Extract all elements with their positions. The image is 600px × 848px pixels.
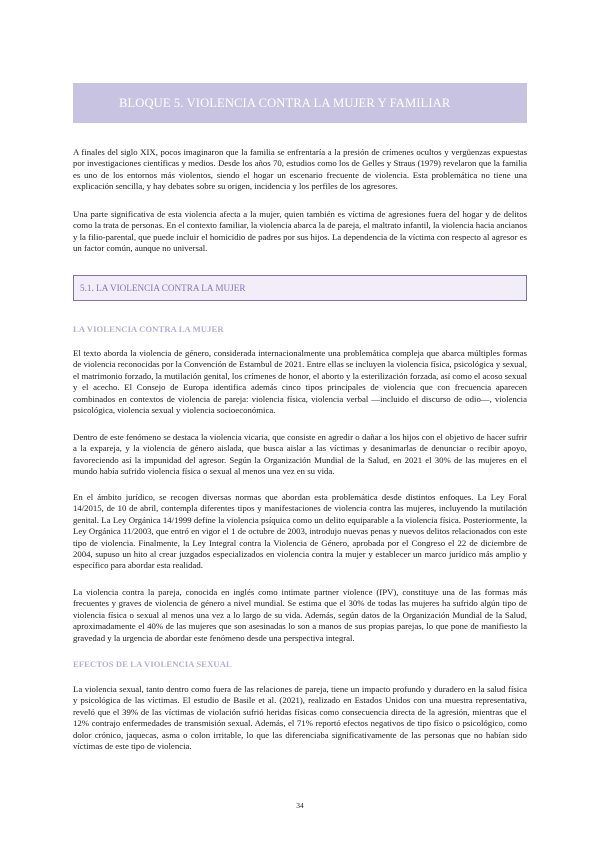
section-title-box	[73, 275, 527, 301]
subsection-heading: EFECTOS DE LA VIOLENCIA SEXUAL	[73, 659, 232, 669]
body-paragraph: La violencia sexual, tanto dentro como fuera de las relaciones de pareja, tiene un impacto profundo y duradero en la salud física y psicológica de las víctimas. El estudio de Basile et al. (2021), realizado en Estados Unidos con una muestra representativa, reveló que el 39% de las víctimas de violación sufrió heridas físicas como consecuencia directa de la agresión, mientras que el 12% contrajo enfermedades de transmisión sexual. Además, el 71% reportó efectos negativos de tipo físico o psicológico, como dolor crónico, jaquecas, asma o colon irritable, lo que las diferenciaba significativamente de las personas que no habían sido víctimas de este tipo de violencia.	[73, 684, 527, 752]
intro-paragraph: Una parte significativa de esta violencia afecta a la mujer, quien también es víctima de agresiones fuera del hogar y de delitos como la trata de personas. En el contexto familiar, la violencia abarca la de pareja, el maltrato infantil, la violencia hacia ancianos y la filio-parental, que puede incluir el homicidio de padres por sus hijos. La dependencia de la víctima con respecto al agresor es un factor común, aunque no universal.	[73, 209, 527, 254]
body-paragraph: La violencia contra la pareja, conocida en inglés como intimate partner violence (IPV), constituye una de las formas más frecuentes y graves de violencia de género a nivel mundial. Se estima que el 30% de todas las mujeres ha sufrido algún tipo de violencia física o sexual al menos una vez a lo largo de su vida. Además, según datos de la Organización Mundial de la Salud, aproximadamente el 40% de las mujeres que son asesinadas lo son a manos de sus propias parejas, lo que pone de manifiesto la gravedad y la urgencia de abordar este fenómeno desde una perspectiva integral.	[73, 587, 527, 643]
block-title-banner	[73, 83, 527, 123]
subsection-heading: LA VIOLENCIA CONTRA LA MUJER	[73, 324, 224, 334]
intro-paragraph: A finales del siglo XIX, pocos imaginaron que la familia se enfrentaría a la presión de crímenes ocultos y vergüenzas expuestas por investigaciones científicas y medios. Desde los años 70, estudios como los de Gelles y Straus (1979) revelaron que la familia es uno de los entornos más violentos, siendo el hogar un escenario frecuente de violencia. Esta problemática no tiene una explicación sencilla, y hay debates sobre su origen, incidencia y los perfiles de los agresores.	[73, 147, 527, 192]
section-title: 5.1. LA VIOLENCIA CONTRA LA MUJER	[80, 283, 246, 293]
body-paragraph: En el ámbito jurídico, se recogen diversas normas que abordan esta problemática desde distintos enfoques. La Ley Foral 14/2015, de 10 de abril, contempla diferentes tipos y manifestaciones de violencia contra las mujeres, incluyendo la mutilación genital. La Ley Orgánica 14/1999 define la violencia psíquica como un delito equiparable a la violencia física. Posteriormente, la Ley Orgánica 11/2003, que entró en vigor el 1 de octubre de 2003, introdujo nuevas penas y nuevos delitos relacionados con este tipo de violencia. Finalmente, la Ley Integral contra la Violencia de Género, aprobada por el Congreso el 22 de diciembre de 2004, supuso un hito al crear juzgados especializados en violencia contra la mujer y establecer un marco jurídico más amplio y específico para abordar esta realidad.	[73, 492, 527, 571]
body-paragraph: El texto aborda la violencia de género, considerada internacionalmente una problemática compleja que abarca múltiples formas de violencia reconocidas por la Convención de Estambul de 2021. Entre ellas se incluyen la violencia física, psicológica y sexual, el matrimonio forzado, la mutilación genital, los crímenes de honor, el aborto y la esterilización forzada, así como el acoso sexual y el acecho. El Consejo de Europa identifica además cinco tipos principales de violencia que con frecuencia aparecen combinados en contextos de violencia de pareja: violencia física, violencia verbal —incluido el discurso de odio—, violencia psicológica, violencia sexual y violencia socioeconómica.	[73, 348, 528, 416]
block-title: BLOQUE 5. VIOLENCIA CONTRA LA MUJER Y FAMILIAR	[119, 95, 451, 110]
page-number: 34	[296, 801, 304, 810]
body-paragraph: Dentro de este fenómeno se destaca la violencia vicaria, que consiste en agredir o dañar a los hijos con el objetivo de hacer sufrir a la expareja, y la violencia de género aislada, que busca aislar a las víctimas y desanimarlas de denunciar o recibir apoyo, favoreciendo así la impunidad del agresor. Según la Organización Mundial de la Salud, en 2021 el 30% de las mujeres en el mundo había sufrido violencia física o sexual al menos una vez en su vida.	[73, 432, 527, 477]
